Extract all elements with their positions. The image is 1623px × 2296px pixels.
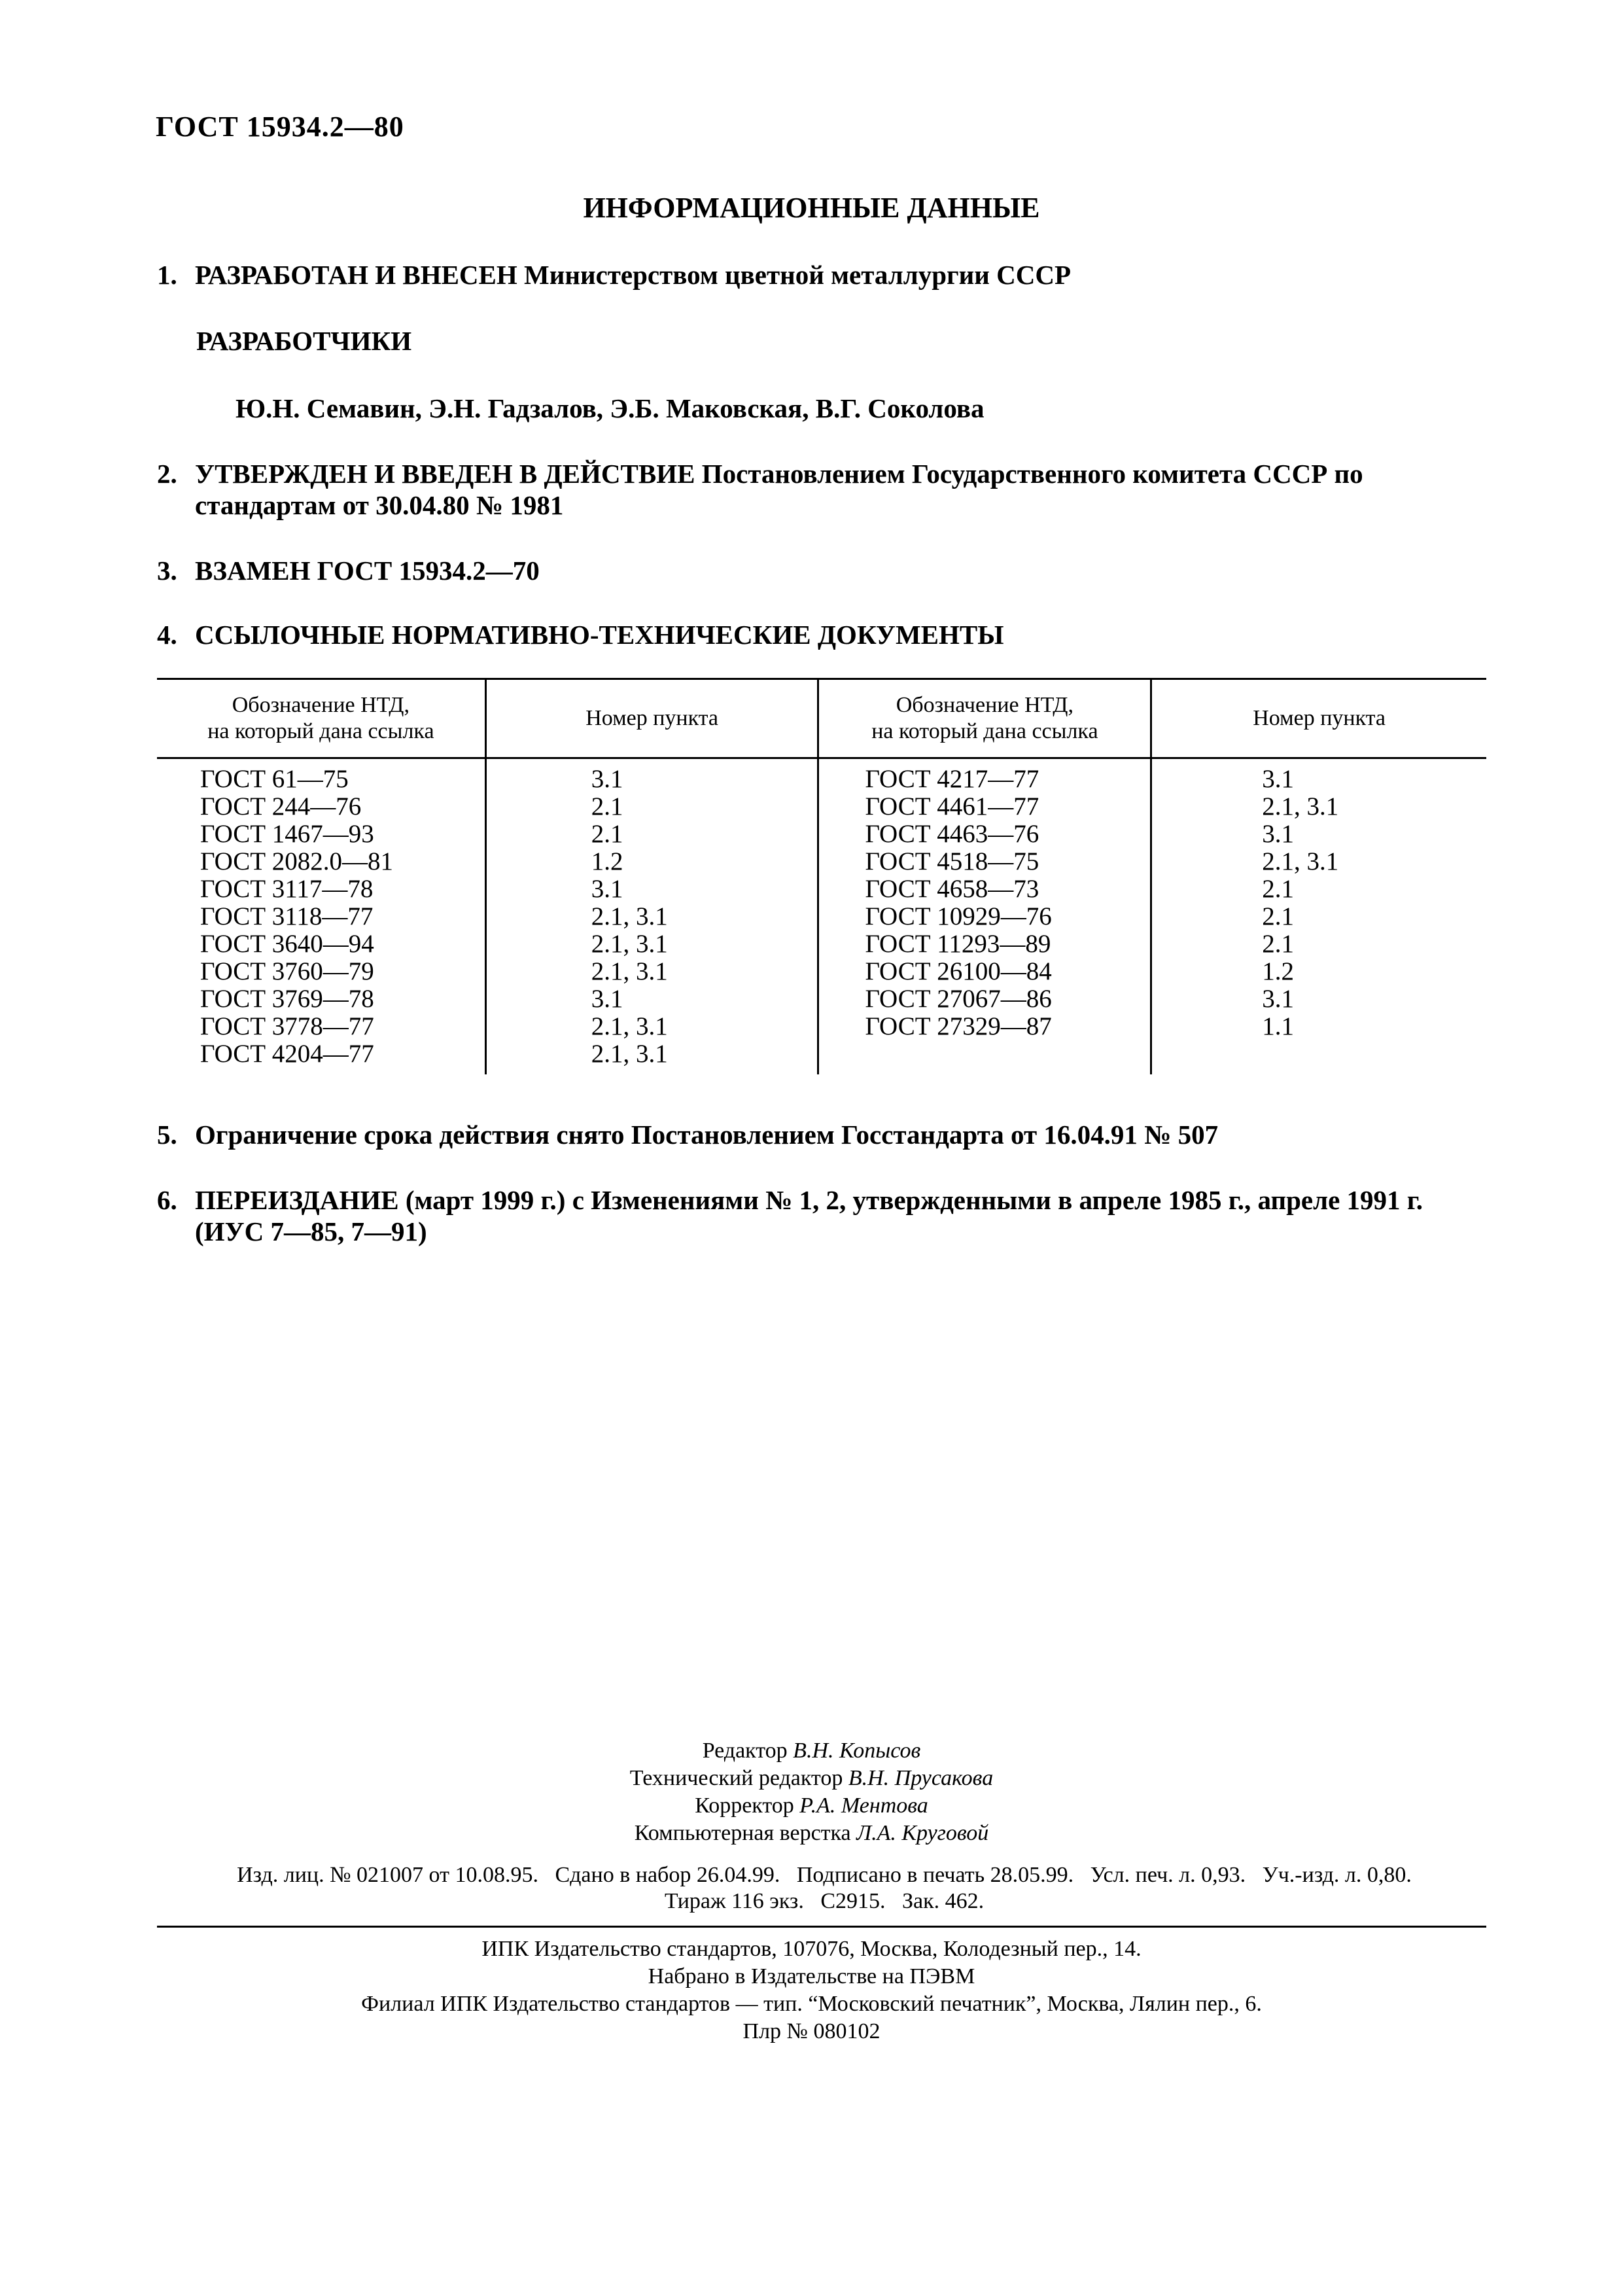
ref-clause-cell: 2.1 [1262,930,1294,958]
ref-doc-cell: ГОСТ 3117—78 [157,875,485,903]
ref-clause-cell: 2.1, 3.1 [485,930,818,958]
ref-doc-cell: ГОСТ 3778—77 [157,1013,485,1040]
ref-doc-cell: ГОСТ 27329—87 [818,1013,1151,1040]
ref-doc-cell: ГОСТ 27067—86 [818,985,1151,1013]
ref-doc-cell [818,1040,1151,1074]
ref-clause-cell: 3.1 [485,985,818,1013]
item-1 [157,259,1485,291]
ref-clause-cell: 2.1, 3.1 [1262,847,1339,875]
item-text: ВЗАМЕН ГОСТ 15934.2—70 [195,556,540,586]
publisher-line: Филиал ИПК Издательство стандартов — тип. “Московский печатник”, Москва, Лялин пер., 6. [361,1992,1262,2016]
ref-doc-cell: ГОСТ 61—75 [157,758,485,794]
item-6 [157,1184,1485,1247]
divider [157,1926,1486,1928]
item-number: 3. [157,556,177,586]
item-2 [157,458,1485,521]
ref-clause-cell: 2.1, 3.1 [485,903,818,930]
imprint-line: Тираж 116 экз. С2915. Зак. 462. [664,1889,985,1913]
table-row [157,1040,1486,1074]
table-row [157,1013,1486,1040]
ref-clause-cell: 3.1 [485,875,818,903]
references-table [157,678,1486,1074]
document-code: ГОСТ 15934.2—80 [156,111,404,143]
table-row [157,903,1486,930]
credit-line: Редактор В.Н. Копысов [702,1739,921,1763]
ref-clause-cell: 1.2 [1262,957,1294,985]
table-row [157,848,1486,875]
item-number: 2. [157,459,177,489]
ref-doc-cell: ГОСТ 26100—84 [818,958,1151,985]
ref-clause-cell: 2.1, 3.1 [1262,792,1339,821]
ref-doc-cell: ГОСТ 10929—76 [818,903,1151,930]
ref-clause-cell: 2.1 [485,793,818,821]
ref-doc-cell: ГОСТ 4463—76 [818,821,1151,848]
item-number: 5. [157,1120,177,1150]
col-header-clause: Номер пункта [485,679,818,758]
credit-line: Компьютерная верстка Л.А. Круговой [634,1821,989,1845]
ref-clause-cell: 3.1 [1262,985,1294,1013]
credit-line: Технический редактор В.Н. Прусакова [629,1766,994,1790]
imprint-block [157,1862,1492,1915]
credits-block [0,1737,1623,1847]
ref-doc-cell: ГОСТ 2082.0—81 [157,848,485,875]
item-text: ССЫЛОЧНЫЕ НОРМАТИВНО-ТЕХНИЧЕСКИЕ ДОКУМЕНТЫ [195,620,1004,650]
item-text: Ограничение срока действия снято Постановлением Госстандарта от 16.04.91 № 507 [195,1120,1219,1150]
ref-doc-cell: ГОСТ 3118—77 [157,903,485,930]
page-title: ИНФОРМАЦИОННЫЕ ДАННЫЕ [583,192,1040,224]
developers-heading: РАЗРАБОТЧИКИ [196,326,412,356]
col-header-doc: Обозначение НТД, на который дана ссылка [818,679,1151,758]
ref-clause-cell: 1.2 [485,848,818,875]
item-number: 1. [157,260,177,290]
table-header-row [157,679,1486,758]
ref-clause-cell: 3.1 [1262,765,1294,793]
ref-clause-cell: 2.1, 3.1 [485,958,818,985]
credit-line: Корректор Р.А. Ментова [695,1793,928,1818]
ref-doc-cell: ГОСТ 1467—93 [157,821,485,848]
ref-clause-cell: 3.1 [485,758,818,794]
ref-clause-cell: 2.1, 3.1 [485,1040,818,1074]
ref-doc-cell: ГОСТ 11293—89 [818,930,1151,958]
item-5 [157,1119,1485,1150]
table-row [157,821,1486,848]
item-text: ПЕРЕИЗДАНИЕ (март 1999 г.) с Изменениями № 1, 2, утвержденными в апреле 1985 г., апреле 1991 г. (ИУС 7—85, 7—91) [195,1185,1423,1246]
publisher-line: ИПК Издательство стандартов, 107076, Москва, Колодезный пер., 14. [481,1937,1142,1961]
ref-clause-cell: 2.1 [1262,875,1294,903]
col-header-doc: Обозначение НТД, на который дана ссылка [157,679,485,758]
col-header-clause: Номер пункта [1151,679,1486,758]
ref-clause-cell [1151,1040,1486,1074]
ref-doc-cell: ГОСТ 3760—79 [157,958,485,985]
table-body [157,758,1486,1075]
ref-doc-cell: ГОСТ 4204—77 [157,1040,485,1074]
table-row [157,985,1486,1013]
table-row [157,758,1486,794]
table-row [157,930,1486,958]
table-row [157,875,1486,903]
item-4 [157,619,1485,650]
ref-clause-cell: 2.1 [1262,902,1294,930]
publisher-block [0,1935,1623,2045]
table-row [157,793,1486,821]
ref-doc-cell: ГОСТ 4518—75 [818,848,1151,875]
item-text: УТВЕРЖДЕН И ВВЕДЕН В ДЕЙСТВИЕ Постановлением Государственного комитета СССР по стандартам от 30.04.80 № 1981 [195,459,1363,520]
item-number: 4. [157,620,177,650]
ref-doc-cell: ГОСТ 244—76 [157,793,485,821]
table-row [157,958,1486,985]
developers-list: Ю.Н. Семавин, Э.Н. Гадзалов, Э.Б. Маковская, В.Г. Соколова [236,393,985,423]
item-3 [157,555,1485,586]
ref-doc-cell: ГОСТ 4658—73 [818,875,1151,903]
ref-doc-cell: ГОСТ 4461—77 [818,793,1151,821]
imprint-line: Изд. лиц. № 021007 от 10.08.95. Сдано в набор 26.04.99. Подписано в печать 28.05.99. Усл. печ. л. 0,93. Уч.-изд. л. 0,80. [237,1863,1412,1887]
item-number: 6. [157,1185,177,1215]
publisher-line: Набрано в Издательстве на ПЭВМ [648,1964,975,1988]
item-text: РАЗРАБОТАН И ВНЕСЕН Министерством цветной металлургии СССР [195,260,1072,290]
ref-clause-cell: 2.1 [485,821,818,848]
ref-doc-cell: ГОСТ 3640—94 [157,930,485,958]
publisher-line: Плр № 080102 [742,2019,881,2043]
ref-clause-cell: 3.1 [1262,820,1294,848]
ref-doc-cell: ГОСТ 4217—77 [818,758,1151,794]
ref-clause-cell: 1.1 [1262,1012,1294,1040]
ref-clause-cell: 2.1, 3.1 [485,1013,818,1040]
ref-doc-cell: ГОСТ 3769—78 [157,985,485,1013]
